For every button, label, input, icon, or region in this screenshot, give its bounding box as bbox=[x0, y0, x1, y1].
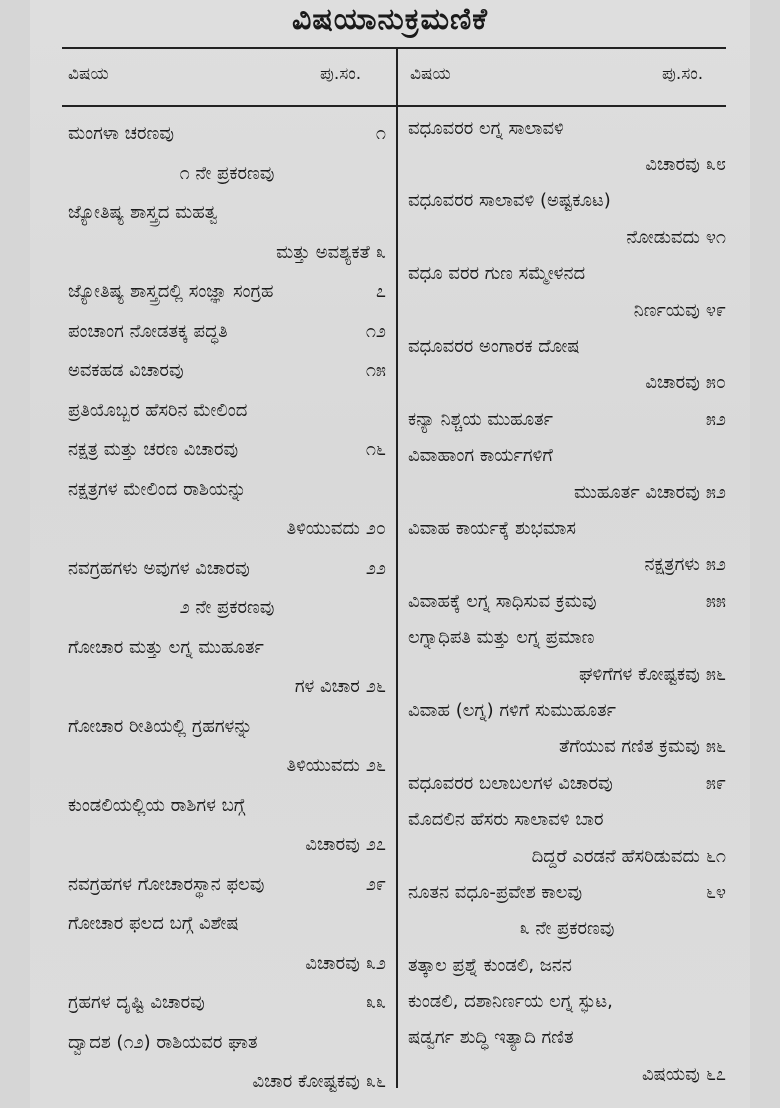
toc-page-number: ೫೨ bbox=[705, 481, 726, 503]
toc-line bbox=[68, 193, 386, 233]
toc-line bbox=[408, 765, 726, 801]
toc-page-number: ೫೨ bbox=[705, 554, 726, 576]
toc-line bbox=[408, 729, 726, 765]
toc-line bbox=[68, 391, 386, 431]
toc-line bbox=[408, 510, 726, 546]
toc-entry-text: ನವಗ್ರಹಗಳು ಅವುಗಳ ವಿಚಾರವು bbox=[68, 557, 250, 579]
toc-line bbox=[408, 656, 726, 692]
toc-page-number: ೫೬ bbox=[705, 663, 726, 685]
toc-line bbox=[68, 865, 386, 905]
toc-line bbox=[68, 983, 386, 1023]
toc-line bbox=[408, 219, 726, 255]
toc-page-number: ೫೦ bbox=[705, 372, 726, 394]
left-header-page: ಪು.ಸಂ. bbox=[320, 64, 362, 84]
toc-page-number: ೬೭ bbox=[705, 1063, 726, 1085]
toc-page-number: ೧ bbox=[375, 123, 386, 145]
right-header-subject: ವಿಷಯ bbox=[410, 64, 451, 84]
toc-line bbox=[68, 707, 386, 747]
toc-line bbox=[408, 547, 726, 583]
toc-line bbox=[408, 1056, 726, 1092]
toc-entry-text: ಗೋಚಾರ ರೀತಿಯಲ್ಲಿ ಗ್ರಹಗಳನ್ನು bbox=[68, 715, 253, 737]
toc-entry-text: ಕುಂಡಲಿಯಲ್ಲಿಯ ರಾಶಿಗಳ ಬಗ್ಗೆ bbox=[68, 794, 246, 816]
toc-line bbox=[68, 746, 386, 786]
toc-line bbox=[408, 692, 726, 728]
toc-entry-text: ತತ್ಕಾಲ ಪ್ರಶ್ನೆ ಕುಂಡಲಿ, ಜನನ bbox=[408, 954, 572, 976]
toc-entry-text: ಜ್ಯೋತಿಷ್ಯ ಶಾಸ್ತ್ರದ ಮಹತ್ವ bbox=[68, 202, 218, 224]
toc-line bbox=[68, 233, 386, 273]
toc-line bbox=[408, 874, 726, 910]
toc-entry-text: ವಿಚಾರ ಕೋಷ್ಟಕವು bbox=[252, 1071, 360, 1093]
toc-line bbox=[68, 549, 386, 589]
toc-entry-text: ನಕ್ಷತ್ರಗಳು bbox=[644, 554, 700, 576]
toc-entry-text: ಗೋಚಾರ ಫಲದ ಬಗ್ಗೆ ವಿಶೇಷ bbox=[68, 913, 239, 935]
toc-page-number: ೨೬ bbox=[365, 755, 386, 777]
toc-line bbox=[408, 146, 726, 182]
toc-line bbox=[408, 983, 726, 1019]
toc-entry-text: ವಿಚಾರವು bbox=[305, 834, 360, 856]
toc-entry-text: ಜ್ಯೋತಿಷ್ಯ ಶಾಸ್ತ್ರದಲ್ಲಿ ಸಂಜ್ಞಾ ಸಂಗ್ರಹ bbox=[68, 281, 274, 303]
toc-line bbox=[408, 365, 726, 401]
toc-page-number: ೧೫ bbox=[365, 360, 386, 382]
toc-entry-text: ಗಳ ವಿಚಾರ bbox=[294, 676, 360, 698]
toc-line bbox=[408, 838, 726, 874]
toc-line bbox=[68, 628, 386, 668]
toc-line bbox=[408, 583, 726, 619]
header-rule bbox=[62, 105, 726, 107]
chapter-heading bbox=[68, 154, 386, 194]
toc-line bbox=[408, 401, 726, 437]
toc-line bbox=[68, 312, 386, 352]
toc-entry-text: ಪ್ರತಿಯೊಬ್ಬರ ಹೆಸರಿನ ಮೇಲಿಂದ bbox=[68, 399, 248, 421]
toc-entry-text: ನೂತನ ವಧೂ-ಪ್ರವೇಶ ಕಾಲವು bbox=[408, 881, 583, 903]
toc-entry-text: ೨ ನೇ ಪ್ರಕರಣವು bbox=[179, 597, 275, 619]
toc-page-number: ೧೬ bbox=[365, 439, 386, 461]
toc-entry-text: ವಧೂ ವರರ ಗುಣ ಸಮ್ಮೇಳನದ bbox=[408, 263, 586, 285]
toc-entry-text: ನಿರ್ಣಯವು bbox=[633, 299, 700, 321]
toc-line bbox=[68, 272, 386, 312]
toc-entry-text: ಮೊದಲಿನ ಹೆಸರು ಸಾಲಾವಳಿ ಬಾರ bbox=[408, 809, 604, 831]
toc-entry-text: ವಿವಾಹ ಕಾರ್ಯಕ್ಕೆ ಶುಭಮಾಸ bbox=[408, 517, 576, 539]
toc-page-number: ೬೧ bbox=[705, 845, 726, 867]
toc-entry-text: ನಕ್ಷತ್ರಗಳ ಮೇಲಿಂದ ರಾಶಿಯನ್ನು bbox=[68, 478, 247, 500]
toc-entry-text: ಗೋಚಾರ ಮತ್ತು ಲಗ್ನ ಮುಹೂರ್ತ bbox=[68, 636, 264, 658]
toc-entry-text: ದ್ವಾದಶ (೧೨) ರಾಶಿಯವರ ಘಾತ bbox=[68, 1031, 258, 1053]
right-toc-column bbox=[408, 110, 726, 1093]
toc-line bbox=[68, 904, 386, 944]
toc-entry-text: ದಿದ್ದರೆ ಎರಡನೆ ಹೆಸರಿಡುವದು bbox=[531, 845, 700, 867]
toc-page-number: ೨೬ bbox=[365, 676, 386, 698]
toc-page-number: ೨೭ bbox=[365, 834, 386, 856]
toc-entry-text: ವಧೂವರರ ಅಂಗಾರಕ ದೋಷ bbox=[408, 336, 580, 358]
toc-entry-text: ವಿವಾಹ (ಲಗ್ನ) ಗಳಿಗೆ ಸುಮುಹೂರ್ತ bbox=[408, 699, 616, 721]
toc-page-number: ೬೪ bbox=[705, 881, 726, 903]
toc-entry-text: ಮತ್ತು ಅವಶ್ಯಕತೆ bbox=[276, 241, 370, 263]
column-divider bbox=[396, 48, 398, 1088]
toc-page-number: ೨೨ bbox=[365, 557, 386, 579]
toc-entry-text: ಷಡ್ವರ್ಗ ಶುದ್ಧಿ ಇತ್ಯಾದಿ ಗಣಿತ bbox=[408, 1027, 574, 1049]
toc-entry-text: ಮುಹೂರ್ತ ವಿಚಾರವು bbox=[573, 481, 700, 503]
toc-entry-text: ಕನ್ಯಾ ನಿಶ್ಚಯ ಮುಹೂರ್ತ bbox=[408, 408, 553, 430]
toc-entry-text: ವಧೂವರರ ಲಗ್ನ ಸಾಲಾವಳಿ bbox=[408, 117, 564, 139]
toc-page-number: ೩೮ bbox=[705, 154, 726, 176]
toc-page-number: ೩೬ bbox=[365, 1071, 386, 1093]
toc-entry-text: ವಿಚಾರವು bbox=[305, 952, 360, 974]
toc-entry-text: ಘಳಿಗೆಗಳ ಕೋಷ್ಟಕವು bbox=[579, 663, 700, 685]
toc-entry-text: ೧ ನೇ ಪ್ರಕರಣವು bbox=[179, 162, 275, 184]
toc-line bbox=[408, 474, 726, 510]
toc-entry-text: ತಿಳಿಯುವದು bbox=[286, 755, 360, 777]
chapter-heading bbox=[408, 911, 726, 947]
toc-line bbox=[68, 825, 386, 865]
toc-page-number: ೩೩ bbox=[365, 992, 386, 1014]
toc-page-number: ೨೯ bbox=[365, 873, 386, 895]
toc-line bbox=[408, 801, 726, 837]
toc-line bbox=[408, 256, 726, 292]
toc-page-number: ೨೦ bbox=[365, 518, 386, 540]
left-toc-column bbox=[68, 114, 386, 1102]
toc-line bbox=[68, 509, 386, 549]
toc-entry-text: ವಿಚಾರವು bbox=[645, 154, 700, 176]
toc-line bbox=[408, 183, 726, 219]
toc-entry-text: ನೋಡುವದು bbox=[626, 226, 700, 248]
toc-page-number: ೭ bbox=[375, 281, 386, 303]
toc-line bbox=[408, 328, 726, 364]
toc-entry-text: ತಿಳಿಯುವದು bbox=[286, 518, 360, 540]
toc-entry-text: ವಿವಾಹಾಂಗ ಕಾರ್ಯಗಳಿಗೆ bbox=[408, 445, 553, 467]
page-title: ವಿಷಯಾನುಕ್ರಮಣಿಕೆ bbox=[292, 2, 488, 37]
toc-page-number: ೫೨ bbox=[705, 408, 726, 430]
toc-page-number: ೩ bbox=[375, 241, 386, 263]
toc-entry-text: ವಿವಾಹಕ್ಕೆ ಲಗ್ನ ಸಾಧಿಸುವ ಕ್ರಮವು bbox=[408, 590, 597, 612]
toc-line bbox=[68, 114, 386, 154]
toc-entry-text: ವಧೂವರರ ಬಲಾಬಲಗಳ ವಿಚಾರವು bbox=[408, 772, 613, 794]
toc-entry-text: ವಧೂವರರ ಸಾಲಾವಳಿ (ಅಷ್ಟಕೂಟ) bbox=[408, 190, 611, 212]
toc-entry-text: ನವಗ್ರಹಗಳ ಗೋಚಾರಸ್ಥಾನ ಫಲವು bbox=[68, 873, 265, 895]
toc-entry-text: ನಕ್ಷತ್ರ ಮತ್ತು ಚರಣ ವಿಚಾರವು bbox=[68, 439, 239, 461]
toc-line bbox=[408, 1020, 726, 1056]
toc-entry-text: ತೆಗೆಯುವ ಗಣಿತ ಕ್ರಮವು bbox=[559, 736, 700, 758]
toc-line bbox=[68, 667, 386, 707]
chapter-heading bbox=[68, 588, 386, 628]
toc-page-number: ೫೬ bbox=[705, 736, 726, 758]
toc-page-number: ೫೯ bbox=[705, 772, 726, 794]
toc-line bbox=[68, 470, 386, 510]
toc-page-number: ೪೧ bbox=[705, 226, 726, 248]
toc-line bbox=[408, 947, 726, 983]
toc-line bbox=[408, 110, 726, 146]
toc-entry-text: ವಿಷಯವು bbox=[642, 1063, 700, 1085]
toc-page-number: ೩೨ bbox=[365, 952, 386, 974]
toc-entry-text: ವಿಚಾರವು bbox=[645, 372, 700, 394]
toc-page-number: ೫೫ bbox=[705, 590, 726, 612]
toc-line bbox=[408, 438, 726, 474]
toc-entry-text: ಕುಂಡಲಿ, ದಶಾನಿರ್ಣಯ ಲಗ್ನ ಸ್ಫುಟ, bbox=[408, 991, 613, 1013]
left-header-subject: ವಿಷಯ bbox=[68, 64, 109, 84]
toc-entry-text: ೩ ನೇ ಪ್ರಕರಣವು bbox=[519, 918, 615, 940]
toc-line bbox=[68, 351, 386, 391]
toc-line bbox=[408, 619, 726, 655]
toc-entry-text: ಅವಕಹಡ ವಿಚಾರವು bbox=[68, 360, 184, 382]
toc-entry-text: ಮಂಗಳಾ ಚರಣವು bbox=[68, 123, 174, 145]
toc-line bbox=[408, 292, 726, 328]
toc-line bbox=[68, 944, 386, 984]
right-header-page: ಪು.ಸಂ. bbox=[662, 64, 704, 84]
toc-entry-text: ಗ್ರಹಗಳ ದೃಷ್ಟಿ ವಿಚಾರವು bbox=[68, 992, 205, 1014]
toc-entry-text: ಪಂಚಾಂಗ ನೋಡತಕ್ಕ ಪದ್ಧತಿ bbox=[68, 320, 228, 342]
toc-line bbox=[68, 786, 386, 826]
toc-entry-text: ಲಗ್ನಾಧಿಪತಿ ಮತ್ತು ಲಗ್ನ ಪ್ರಮಾಣ bbox=[408, 627, 595, 649]
toc-page-number: ೪೯ bbox=[705, 299, 726, 321]
toc-page-number: ೧೨ bbox=[365, 320, 386, 342]
top-rule bbox=[62, 47, 726, 49]
toc-line bbox=[68, 430, 386, 470]
toc-line bbox=[68, 1062, 386, 1102]
toc-line bbox=[68, 1023, 386, 1063]
